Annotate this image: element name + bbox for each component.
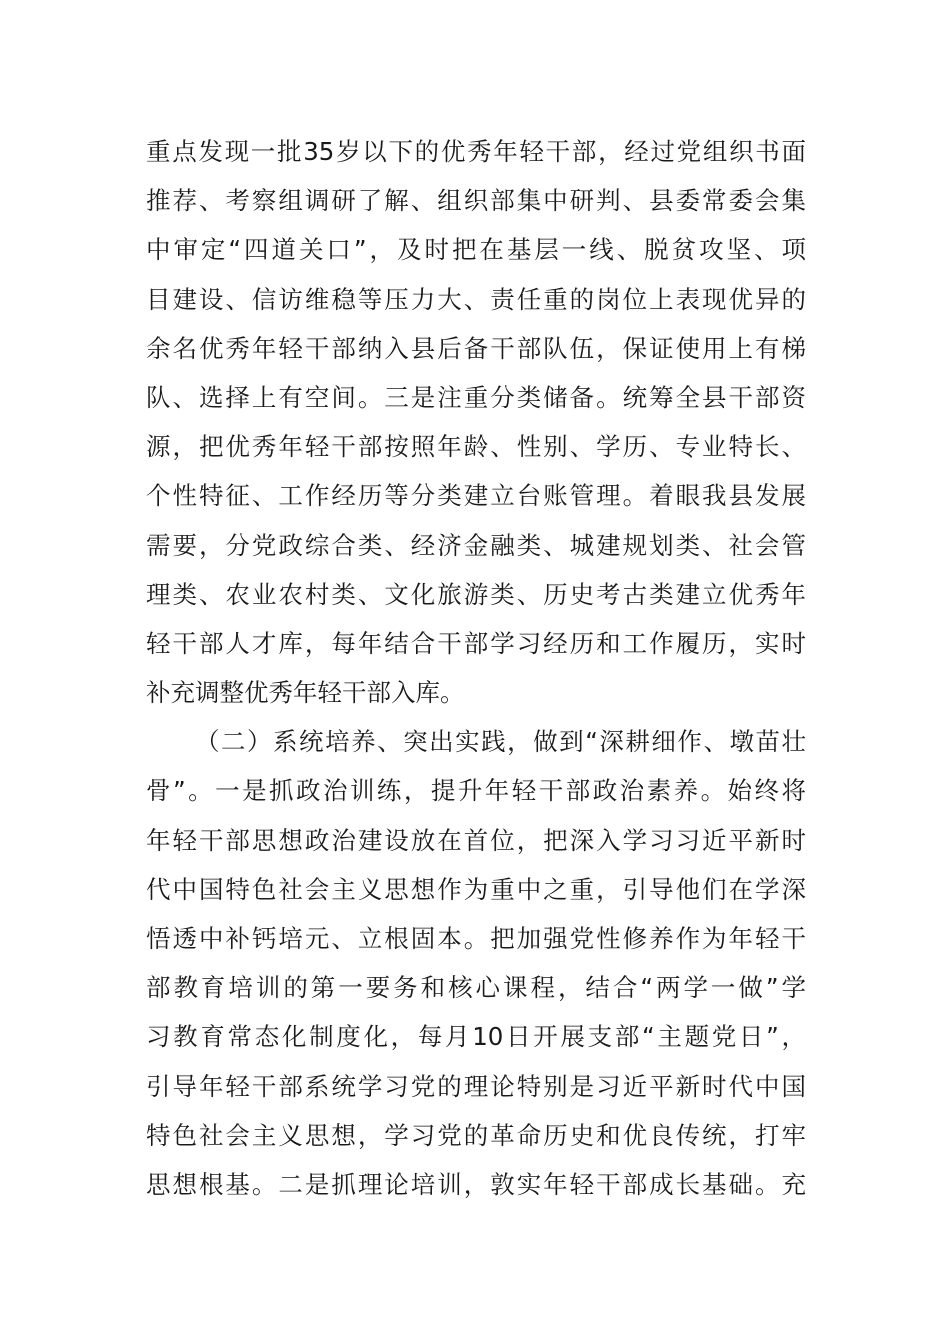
- text-line: 骨”。一是抓政治训练，提升年轻干部政治素养。始终将: [146, 776, 806, 806]
- text-line: 理类、农业农村类、文化旅游类、历史考古类建立优秀年: [146, 579, 806, 609]
- text-line: 悟透中补钙培元、立根固本。把加强党性修养作为年轻干: [146, 924, 806, 953]
- text-line: 中审定“四道关口”，及时把在基层一线、脱贫攻坚、项: [146, 235, 806, 265]
- text-line: 余名优秀年轻干部纳入县后备干部队伍，保证使用上有梯: [146, 333, 806, 363]
- paragraph-2: [146, 717, 806, 1209]
- text-line: 思想根基。二是抓理论培训，敦实年轻干部成长基础。充: [146, 1169, 806, 1199]
- text-line: 推荐、考察组调研了解、组织部集中研判、县委常委会集: [146, 186, 806, 216]
- text-line: 队、选择上有空间。三是注重分类储备。统筹全县干部资: [146, 382, 806, 412]
- text-line: 补充调整优秀年轻干部入库。: [146, 678, 465, 708]
- text-line: （二）系统培养、突出实践，做到“深耕细作、墩苗壮: [195, 727, 806, 757]
- text-line: 代中国特色社会主义思想作为重中之重，引导他们在学深: [146, 874, 806, 904]
- text-line: 重点发现一批35岁以下的优秀年轻干部，经过党组织书面: [146, 137, 806, 166]
- text-line: 需要，分党政综合类、经济金融类、城建规划类、社会管: [146, 530, 806, 560]
- text-line: 引导年轻干部系统学习党的理论特别是习近平新时代中国: [146, 1071, 806, 1101]
- text-line: 年轻干部思想政治建设放在首位，把深入学习习近平新时: [146, 825, 806, 855]
- text-line: 特色社会主义思想，学习党的革命历史和优良传统，打牢: [146, 1120, 806, 1150]
- text-line: 目建设、信访维稳等压力大、责任重的岗位上表现优异的: [146, 284, 806, 314]
- text-line: 个性特征、工作经历等分类建立台账管理。着眼我县发展: [146, 481, 806, 511]
- text-line: 源，把优秀年轻干部按照年龄、性别、学历、专业特长、: [146, 432, 806, 462]
- text-line: 轻干部人才库，每年结合干部学习经历和工作履历，实时: [146, 628, 806, 658]
- text-line: 习教育常态化制度化，每月10日开展支部“主题党日”，: [146, 1022, 806, 1052]
- body-text: [146, 127, 806, 1209]
- paragraph-1: [146, 127, 806, 717]
- text-line: 部教育培训的第一要务和核心课程，结合“两学一做”学: [146, 973, 806, 1003]
